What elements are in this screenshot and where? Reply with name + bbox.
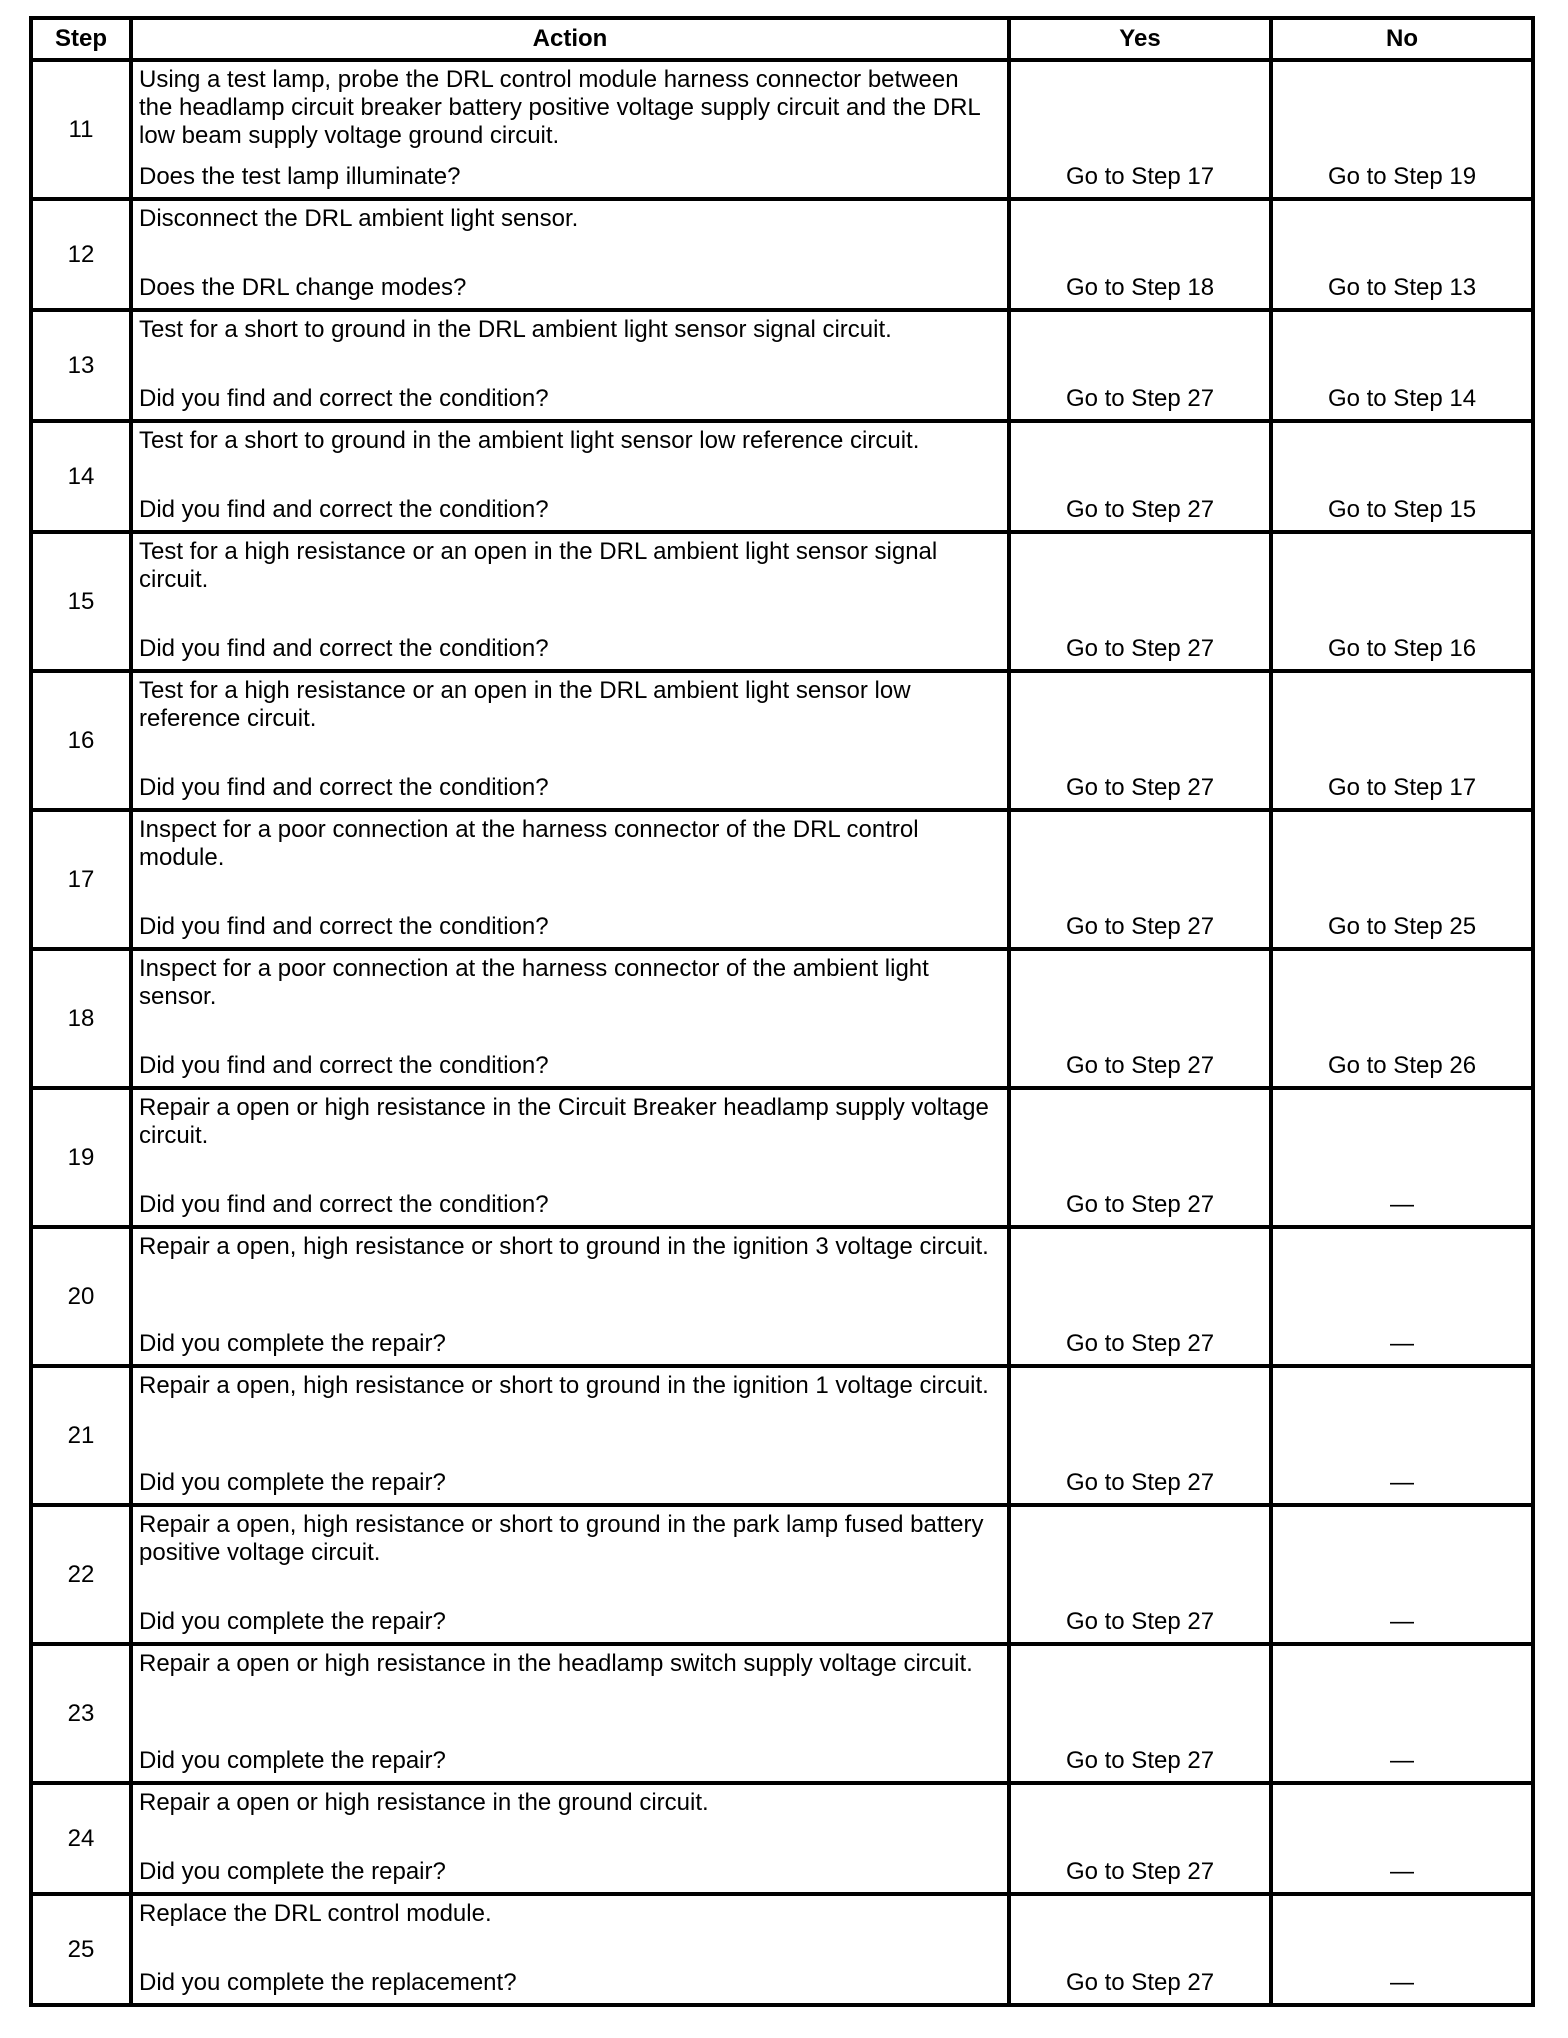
action-text: Replace the DRL control module. [139,1900,492,1927]
table-row [31,310,1533,421]
yes-result: Go to Step 27 [1009,1783,1271,1894]
table-row [31,60,1533,199]
action-cell [131,1088,1009,1227]
yes-result: Go to Step 27 [1009,1505,1271,1644]
yes-result: Go to Step 17 [1009,60,1271,199]
no-result: Go to Step 16 [1271,532,1533,671]
step-number: 20 [31,1227,131,1366]
step-number: 23 [31,1644,131,1783]
action-cell [131,810,1009,949]
table-row [31,810,1533,949]
no-result: — [1271,1227,1533,1366]
header-row [31,18,1533,60]
step-number: 18 [31,949,131,1088]
table-row [31,1366,1533,1505]
step-number: 24 [31,1783,131,1894]
no-result: Go to Step 15 [1271,421,1533,532]
action-text: Test for a high resistance or an open in the DRL ambient light sensor signal circuit. [139,538,938,593]
step-number: 15 [31,532,131,671]
action-question: Did you find and correct the condition? [139,635,549,662]
step-number: 14 [31,421,131,532]
no-result: Go to Step 19 [1271,60,1533,199]
yes-result: Go to Step 27 [1009,532,1271,671]
table-row [31,1644,1533,1783]
no-result: — [1271,1505,1533,1644]
table-row [31,1227,1533,1366]
action-cell [131,421,1009,532]
action-question: Did you find and correct the condition? [139,385,549,412]
action-question: Did you find and correct the condition? [139,1191,549,1218]
yes-result: Go to Step 27 [1009,421,1271,532]
step-number: 25 [31,1894,131,2005]
no-result: — [1271,1894,1533,2005]
action-question: Did you complete the replacement? [139,1969,517,1996]
action-question: Did you complete the repair? [139,1858,446,1885]
action-cell [131,1894,1009,2005]
header-no: No [1271,18,1533,60]
step-number: 12 [31,199,131,310]
action-cell [131,199,1009,310]
table-row [31,949,1533,1088]
action-question: Did you complete the repair? [139,1608,446,1635]
action-text: Test for a high resistance or an open in the DRL ambient light sensor low reference circuit. [139,677,911,732]
table-row [31,671,1533,810]
yes-result: Go to Step 27 [1009,671,1271,810]
action-text: Inspect for a poor connection at the harness connector of the ambient light sensor. [139,955,929,1010]
step-number: 21 [31,1366,131,1505]
action-question: Did you find and correct the condition? [139,913,549,940]
action-text: Repair a open, high resistance or short to ground in the park lamp fused battery positive voltage circuit. [139,1511,984,1566]
action-question: Does the test lamp illuminate? [139,163,461,190]
action-question: Did you complete the repair? [139,1469,446,1496]
action-cell [131,1644,1009,1783]
yes-result: Go to Step 27 [1009,1366,1271,1505]
action-text: Inspect for a poor connection at the harness connector of the DRL control module. [139,816,919,871]
no-result: — [1271,1783,1533,1894]
no-result: Go to Step 13 [1271,199,1533,310]
no-result: — [1271,1366,1533,1505]
step-number: 11 [31,60,131,199]
yes-result: Go to Step 27 [1009,1644,1271,1783]
table-row [31,1894,1533,2005]
action-text: Repair a open or high resistance in the headlamp switch supply voltage circuit. [139,1650,973,1677]
no-result: Go to Step 25 [1271,810,1533,949]
action-cell [131,1783,1009,1894]
table-row [31,1783,1533,1894]
action-question: Did you complete the repair? [139,1330,446,1357]
action-cell [131,1227,1009,1366]
table-row [31,199,1533,310]
action-cell [131,532,1009,671]
no-result: — [1271,1644,1533,1783]
action-cell [131,1505,1009,1644]
yes-result: Go to Step 27 [1009,1894,1271,2005]
yes-result: Go to Step 27 [1009,310,1271,421]
yes-result: Go to Step 27 [1009,949,1271,1088]
table-row [31,1088,1533,1227]
action-text: Test for a short to ground in the ambient light sensor low reference circuit. [139,427,920,454]
action-text: Disconnect the DRL ambient light sensor. [139,205,579,232]
no-result: Go to Step 14 [1271,310,1533,421]
action-cell [131,60,1009,199]
action-cell [131,671,1009,810]
step-number: 22 [31,1505,131,1644]
action-question: Did you find and correct the condition? [139,1052,549,1079]
table-row [31,421,1533,532]
no-result: — [1271,1088,1533,1227]
action-question: Did you find and correct the condition? [139,496,549,523]
action-text: Repair a open, high resistance or short to ground in the ignition 3 voltage circuit. [139,1233,989,1260]
table-row [31,532,1533,671]
action-cell [131,1366,1009,1505]
header-step: Step [31,18,131,60]
no-result: Go to Step 17 [1271,671,1533,810]
header-yes: Yes [1009,18,1271,60]
step-number: 13 [31,310,131,421]
action-question: Did you find and correct the condition? [139,774,549,801]
yes-result: Go to Step 27 [1009,1227,1271,1366]
action-cell [131,949,1009,1088]
yes-result: Go to Step 18 [1009,199,1271,310]
table-row [31,1505,1533,1644]
action-text: Repair a open or high resistance in the ground circuit. [139,1789,709,1816]
step-number: 19 [31,1088,131,1227]
header-action: Action [131,18,1009,60]
action-text: Test for a short to ground in the DRL ambient light sensor signal circuit. [139,316,892,343]
action-text: Repair a open, high resistance or short to ground in the ignition 1 voltage circuit. [139,1372,989,1399]
action-question: Did you complete the repair? [139,1747,446,1774]
yes-result: Go to Step 27 [1009,1088,1271,1227]
action-text: Repair a open or high resistance in the Circuit Breaker headlamp supply voltage circuit. [139,1094,989,1149]
yes-result: Go to Step 27 [1009,810,1271,949]
action-text: Using a test lamp, probe the DRL control module harness connector between the headlamp circuit breaker battery positive voltage supply circuit and the DRL low beam supply voltage ground circuit. [139,66,980,149]
step-number: 16 [31,671,131,810]
diagnostic-table [29,16,1535,2007]
step-number: 17 [31,810,131,949]
action-cell [131,310,1009,421]
no-result: Go to Step 26 [1271,949,1533,1088]
action-question: Does the DRL change modes? [139,274,467,301]
